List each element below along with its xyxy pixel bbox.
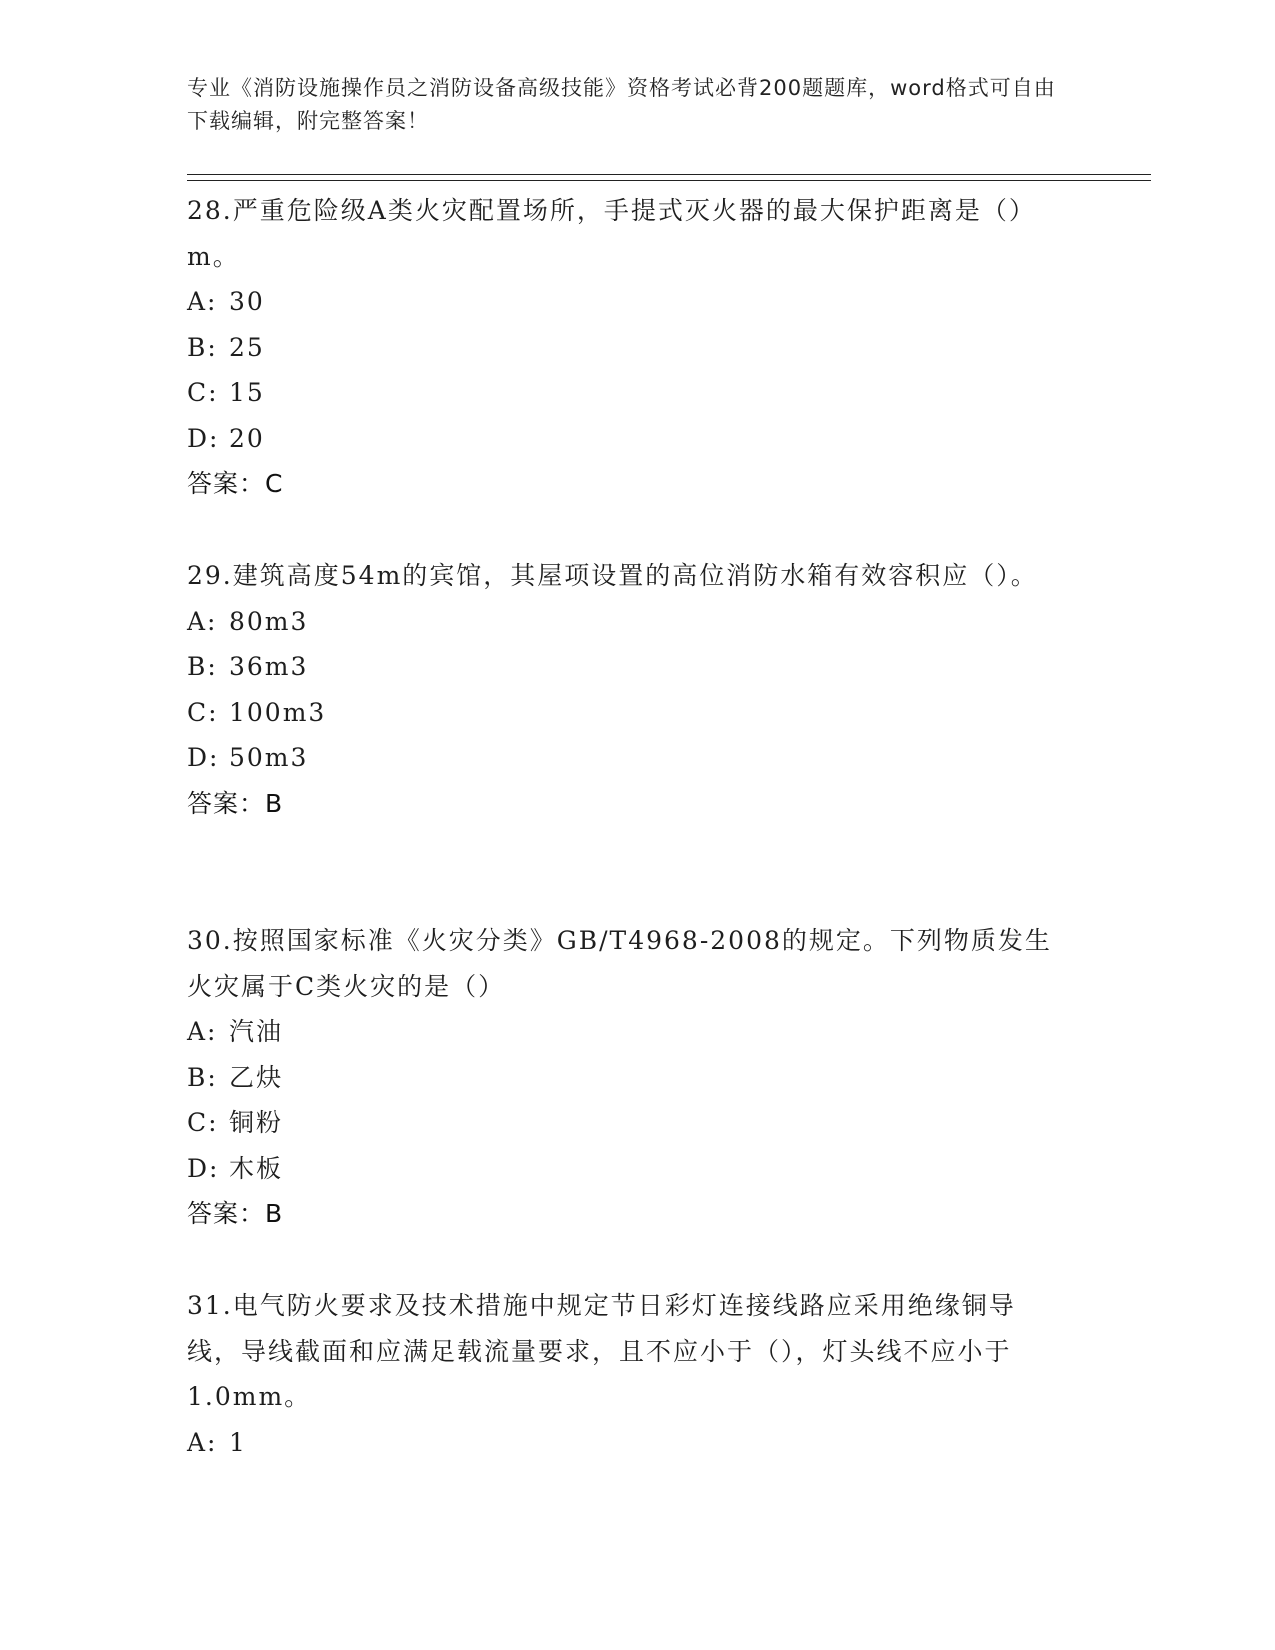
option-letter: A: [187,1017,218,1046]
option-text: 80m3 [229,606,309,636]
question-30 [187,918,1067,1237]
answer-line: 答案：C [187,469,284,498]
option-letter: C: [187,378,219,407]
option-text: 1 [229,1427,247,1457]
option-text: 50m3 [229,743,309,772]
question-stem: 28.严重危险级A类火灾配置场所，手提式灭火器的最大保护距离是（）m。 [187,196,1036,271]
option-b [187,1055,1067,1101]
option-text: 铜粉 [229,1108,284,1137]
answer-line: 答案：B [187,788,284,818]
option-text: 汽油 [229,1017,284,1046]
option-c [187,370,1067,416]
option-a [187,1009,1067,1055]
header-divider-bottom [187,180,1151,181]
question-31 [187,1283,1067,1465]
option-text: 36m3 [229,652,309,681]
option-b [187,325,1067,371]
document-header: 专业《消防设施操作员之消防设备高级技能》资格考试必背200题题库，word格式可自由下载编辑，附完整答案！ [187,76,1056,133]
question-29 [187,553,1067,826]
option-letter: D: [187,1153,220,1183]
option-text: 乙炔 [229,1062,284,1092]
option-letter: C: [187,697,219,727]
option-a [187,279,1067,325]
option-c [187,690,1067,736]
question-stem: 31.电气防火要求及技术措施中规定节日彩灯连接线路应采用绝缘铜导线，导线截面和应满足载流量要求，且不应小于（），灯头线不应小于1.0mm。 [187,1291,1016,1411]
option-letter: A: [187,1427,218,1457]
question-stem: 29.建筑高度54m的宾馆，其屋项设置的高位消防水箱有效容积应（）。 [187,561,1038,590]
option-text: 15 [229,378,265,407]
question-stem: 30.按照国家标准《火灾分类》GB/T4968-2008的规定。下列物质发生火灾属于C类火灾的是（） [187,926,1052,1001]
option-letter: A: [187,606,218,636]
option-text: 木板 [229,1153,284,1183]
header-divider-top [187,174,1151,175]
option-a [187,1420,1067,1466]
option-text: 20 [229,423,265,453]
option-text: 100m3 [229,697,327,727]
option-letter: B: [187,1062,218,1092]
option-text: 25 [229,332,265,362]
option-letter: C: [187,1108,219,1137]
question-28 [187,188,1067,507]
option-d [187,416,1067,462]
option-a [187,599,1067,645]
option-letter: D: [187,423,220,453]
option-d [187,1146,1067,1192]
option-letter: D: [187,743,220,772]
option-d [187,735,1067,781]
option-text: 30 [229,287,265,316]
option-letter: B: [187,332,218,362]
answer-line: 答案：B [187,1199,284,1228]
option-c [187,1100,1067,1146]
option-letter: A: [187,287,218,316]
option-letter: B: [187,652,218,681]
option-b [187,644,1067,690]
